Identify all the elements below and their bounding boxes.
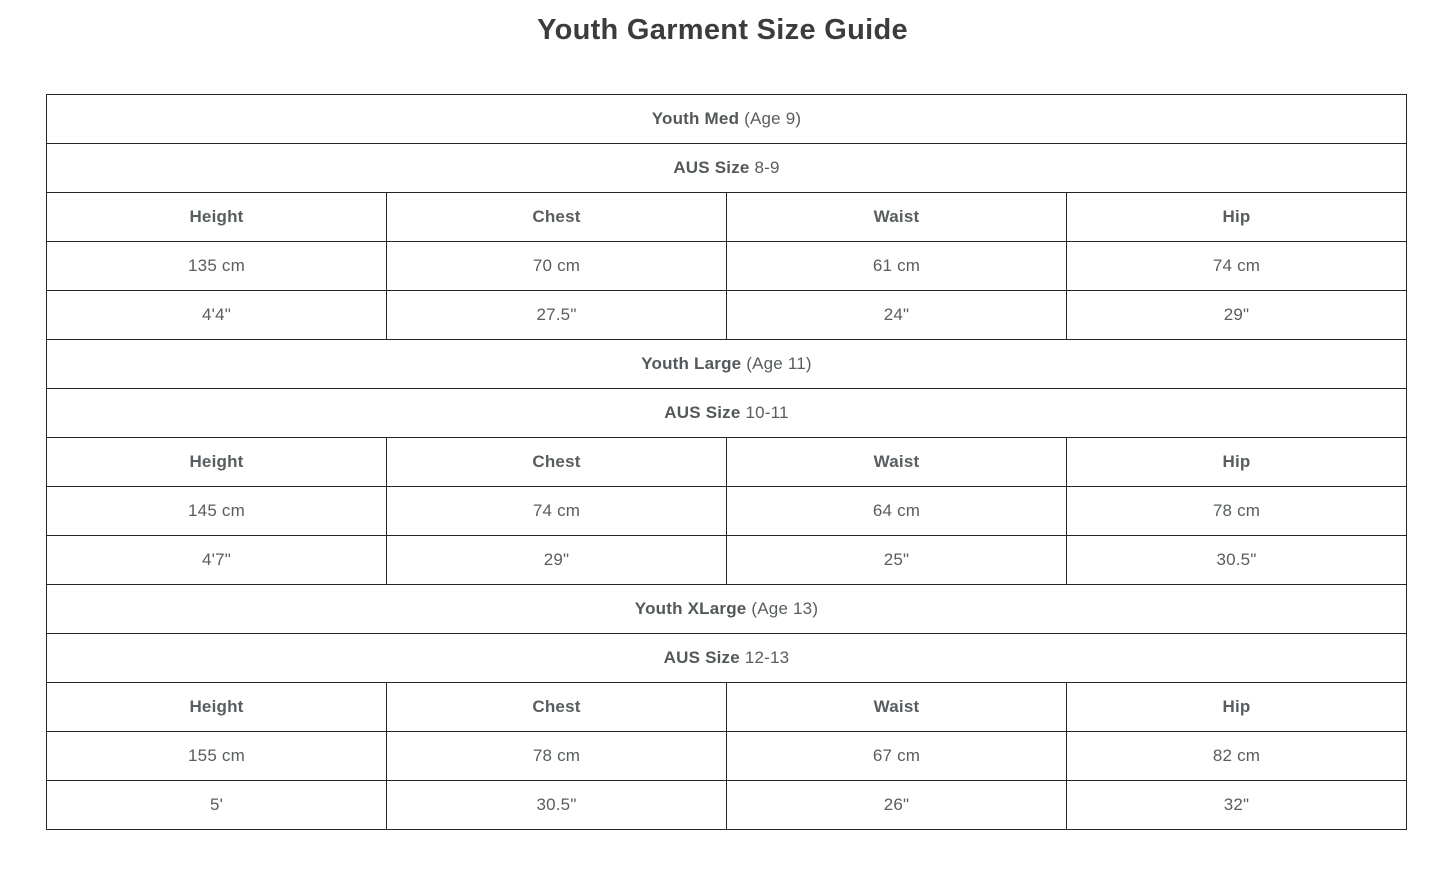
- column-header-waist: Waist: [727, 438, 1067, 487]
- chest-inch-cell: 29": [387, 536, 727, 585]
- aus-size-row: [47, 389, 1407, 438]
- column-header-hip: Hip: [1067, 193, 1407, 242]
- size-guide-table-body: [47, 95, 1407, 830]
- aus-size-cell: [47, 634, 1407, 683]
- column-header-height: Height: [47, 438, 387, 487]
- column-header-row: [47, 193, 1407, 242]
- chest-cm-cell: 70 cm: [387, 242, 727, 291]
- section-title-cell: [47, 95, 1407, 144]
- height-inch-cell: 4'7": [47, 536, 387, 585]
- hip-inch-cell: 29": [1067, 291, 1407, 340]
- column-header-waist: Waist: [727, 683, 1067, 732]
- column-header-hip: Hip: [1067, 438, 1407, 487]
- column-header-height: Height: [47, 193, 387, 242]
- aus-size-cell: [47, 389, 1407, 438]
- aus-size-value: 10-11: [745, 403, 789, 422]
- inch-values-row: [47, 781, 1407, 830]
- section-name: Youth Large: [641, 354, 742, 373]
- section-name: Youth Med: [651, 109, 740, 128]
- waist-cm-cell: 64 cm: [727, 487, 1067, 536]
- section-age: (Age 13): [751, 599, 819, 618]
- waist-inch-cell: 24": [727, 291, 1067, 340]
- section-title-row: [47, 585, 1407, 634]
- column-header-chest: Chest: [387, 438, 727, 487]
- waist-cm-cell: 61 cm: [727, 242, 1067, 291]
- aus-size-label: AUS Size: [673, 158, 750, 177]
- section-age: (Age 9): [744, 109, 802, 128]
- aus-size-row: [47, 144, 1407, 193]
- inch-values-row: [47, 536, 1407, 585]
- section-title-cell: [47, 340, 1407, 389]
- aus-size-label: AUS Size: [664, 403, 741, 422]
- height-cm-cell: 145 cm: [47, 487, 387, 536]
- cm-values-row: [47, 242, 1407, 291]
- section-title-cell: [47, 585, 1407, 634]
- column-header-chest: Chest: [387, 683, 727, 732]
- hip-cm-cell: 78 cm: [1067, 487, 1407, 536]
- aus-size-label: AUS Size: [663, 648, 740, 667]
- section-age: (Age 11): [746, 354, 812, 373]
- aus-size-cell: [47, 144, 1407, 193]
- waist-inch-cell: 25": [727, 536, 1067, 585]
- chest-cm-cell: 74 cm: [387, 487, 727, 536]
- column-header-waist: Waist: [727, 193, 1067, 242]
- aus-size-value: 8-9: [754, 158, 780, 177]
- chest-inch-cell: 30.5": [387, 781, 727, 830]
- column-header-chest: Chest: [387, 193, 727, 242]
- column-header-height: Height: [47, 683, 387, 732]
- hip-cm-cell: 82 cm: [1067, 732, 1407, 781]
- column-header-row: [47, 438, 1407, 487]
- inch-values-row: [47, 291, 1407, 340]
- aus-size-row: [47, 634, 1407, 683]
- cm-values-row: [47, 732, 1407, 781]
- column-header-row: [47, 683, 1407, 732]
- section-name: Youth XLarge: [634, 599, 747, 618]
- height-inch-cell: 5': [47, 781, 387, 830]
- section-title-row: [47, 95, 1407, 144]
- waist-inch-cell: 26": [727, 781, 1067, 830]
- column-header-hip: Hip: [1067, 683, 1407, 732]
- height-cm-cell: 155 cm: [47, 732, 387, 781]
- cm-values-row: [47, 487, 1407, 536]
- height-cm-cell: 135 cm: [47, 242, 387, 291]
- height-inch-cell: 4'4": [47, 291, 387, 340]
- aus-size-value: 12-13: [744, 648, 790, 667]
- hip-cm-cell: 74 cm: [1067, 242, 1407, 291]
- chest-inch-cell: 27.5": [387, 291, 727, 340]
- hip-inch-cell: 30.5": [1067, 536, 1407, 585]
- chest-cm-cell: 78 cm: [387, 732, 727, 781]
- hip-inch-cell: 32": [1067, 781, 1407, 830]
- section-title-row: [47, 340, 1407, 389]
- waist-cm-cell: 67 cm: [727, 732, 1067, 781]
- page-title: Youth Garment Size Guide: [537, 14, 908, 46]
- size-guide-table: [46, 94, 1407, 830]
